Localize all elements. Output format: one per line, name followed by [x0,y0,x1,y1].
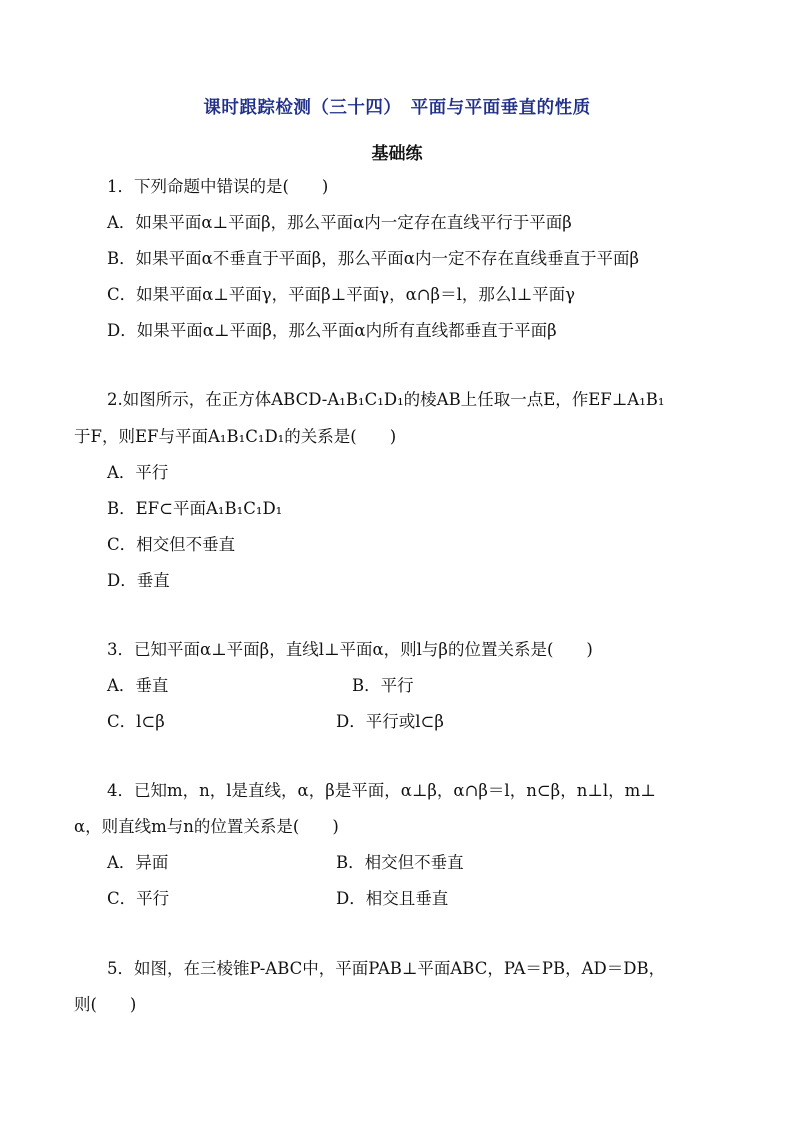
question-2-stem-line1: 2.如图所示，在正方体ABCD-A₁B₁C₁D₁的棱AB上任取一点E，作EF⊥A₁B₁ [107,390,665,409]
question-4-option-a: A．异面 [107,853,169,872]
question-2-stem-line2: 于F，则EF与平面A₁B₁C₁D₁的关系是( ) [74,427,397,446]
question-5-stem-line1: 5．如图，在三棱锥P-ABC中，平面PAB⊥平面ABC，PA＝PB，AD＝DB， [107,959,666,978]
question-3-option-a: A．垂直 [107,676,169,695]
question-1-option-a: A．如果平面α⊥平面β，那么平面α内一定存在直线平行于平面β [107,213,572,232]
question-2-option-c: C．相交但不垂直 [107,535,236,554]
question-4-stem-line2: α，则直线m与n的位置关系是( ) [74,817,339,836]
question-4-stem-line1: 4．已知m，n，l是直线，α，β是平面，α⊥β，α∩β＝l，n⊂β，n⊥l，m⊥ [107,781,656,800]
question-4-option-d: D．相交且垂直 [336,889,449,908]
question-2-option-a: A．平行 [107,463,169,482]
question-1-option-b: B．如果平面α不垂直于平面β，那么平面α内一定不存在直线垂直于平面β [107,249,639,268]
question-2-option-d: D．垂直 [107,571,170,590]
question-3-option-d: D．平行或l⊂β [336,712,444,731]
question-3-option-b: B．平行 [352,676,414,695]
page-title: 课时跟踪检测（三十四） 平面与平面垂直的性质 [203,98,591,118]
section-heading: 基础练 [371,144,423,164]
question-1-option-c: C．如果平面α⊥平面γ，平面β⊥平面γ，α∩β＝l，那么l⊥平面γ [107,285,576,304]
question-2-option-b: B．EF⊂平面A₁B₁C₁D₁ [107,499,283,518]
question-1-option-d: D．如果平面α⊥平面β，那么平面α内所有直线都垂直于平面β [107,321,557,340]
question-4-option-b: B．相交但不垂直 [336,853,464,872]
question-1-stem: 1．下列命题中错误的是( ) [107,177,329,196]
question-3-stem: 3．已知平面α⊥平面β，直线l⊥平面α，则l与β的位置关系是( ) [107,640,593,659]
question-3-option-c: C．l⊂β [107,712,165,731]
question-5-stem-line2: 则( ) [74,995,137,1014]
question-4-option-c: C．平行 [107,889,170,908]
